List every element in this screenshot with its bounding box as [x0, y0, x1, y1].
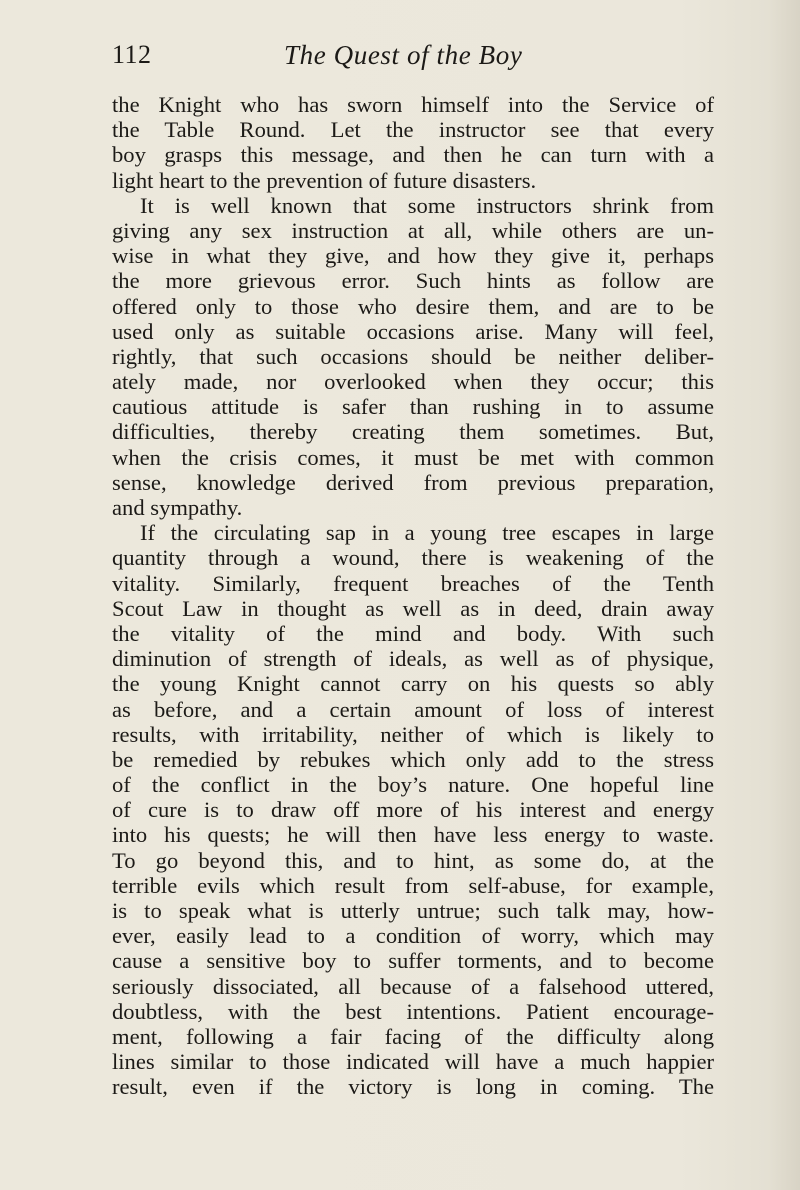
text-line: into his quests; he will then have less energy to waste. [112, 822, 714, 848]
text-line: doubtless, with the best intentions. Patient encourage- [112, 998, 714, 1024]
text-line: results, with irritability, neither of which is likely to [112, 721, 714, 747]
page-number: 112 [112, 40, 152, 69]
text-line: offered only to those who desire them, and are to be [112, 293, 714, 319]
text-line: ately made, nor overlooked when they occur; this [112, 369, 714, 395]
text-line: cause a sensitive boy to suffer torments, and to become [112, 948, 714, 974]
text-line: diminution of strength of ideals, as well as of physique, [112, 646, 714, 672]
text-line: seriously dissociated, all because of a falsehood uttered, [112, 973, 714, 999]
text-line: wise in what they give, and how they give it, perhaps [112, 243, 714, 269]
text-line: lines similar to those indicated will have a much happier [112, 1049, 714, 1075]
text-line: the vitality of the mind and body. With such [112, 620, 714, 646]
text-line: ment, following a fair facing of the difficulty along [112, 1023, 714, 1049]
text-line: Scout Law in thought as well as in deed, drain away [112, 595, 714, 621]
text-line: ever, easily lead to a condition of worry, which may [112, 923, 714, 949]
text-line: sense, knowledge derived from previous preparation, [112, 469, 714, 495]
text-line: of the conflict in the boy’s nature. One hopeful line [112, 772, 714, 798]
text-line: To go beyond this, and to hint, as some do, at the [112, 847, 714, 873]
text-line: of cure is to draw off more of his interest and energy [112, 797, 714, 823]
body-text [112, 92, 714, 1100]
text-line: quantity through a wound, there is weakening of the [112, 545, 714, 571]
text-line: the Knight who has sworn himself into the Service of [112, 92, 714, 117]
text-line: terrible evils which result from self-abuse, for example, [112, 872, 714, 898]
text-line: used only as suitable occasions arise. Many will feel, [112, 318, 714, 344]
text-line: boy grasps this message, and then he can turn with a [112, 142, 714, 168]
text-line: difficulties, thereby creating them sometimes. But, [112, 419, 714, 445]
text-line: as before, and a certain amount of loss of interest [112, 696, 714, 722]
running-title: The Quest of the Boy [284, 40, 523, 70]
running-head [112, 40, 712, 80]
text-line: cautious attitude is safer than rushing in to assume [112, 394, 714, 420]
text-line: when the crisis comes, it must be met with common [112, 444, 714, 470]
text-line: vitality. Similarly, frequent breaches of the Tenth [112, 570, 714, 596]
text-line: light heart to the prevention of future disasters. [112, 167, 537, 193]
text-line: the more grievous error. Such hints as follow are [112, 268, 714, 294]
text-line: the young Knight cannot carry on his quests so ably [112, 671, 714, 697]
text-line: the Table Round. Let the instructor see that every [112, 117, 714, 143]
text-line: rightly, that such occasions should be neither deliber- [112, 343, 714, 369]
text-line: result, even if the victory is long in coming. The [112, 1074, 714, 1100]
text-line: giving any sex instruction at all, while others are un- [112, 217, 714, 243]
text-line: is to speak what is utterly untrue; such talk may, how- [112, 898, 714, 923]
text-line: If the circulating sap in a young tree escapes in large [140, 520, 714, 546]
text-line: and sympathy. [112, 495, 243, 520]
text-line: It is well known that some instructors shrink from [140, 192, 714, 218]
text-line: be remedied by rebukes which only add to the stress [112, 746, 714, 772]
